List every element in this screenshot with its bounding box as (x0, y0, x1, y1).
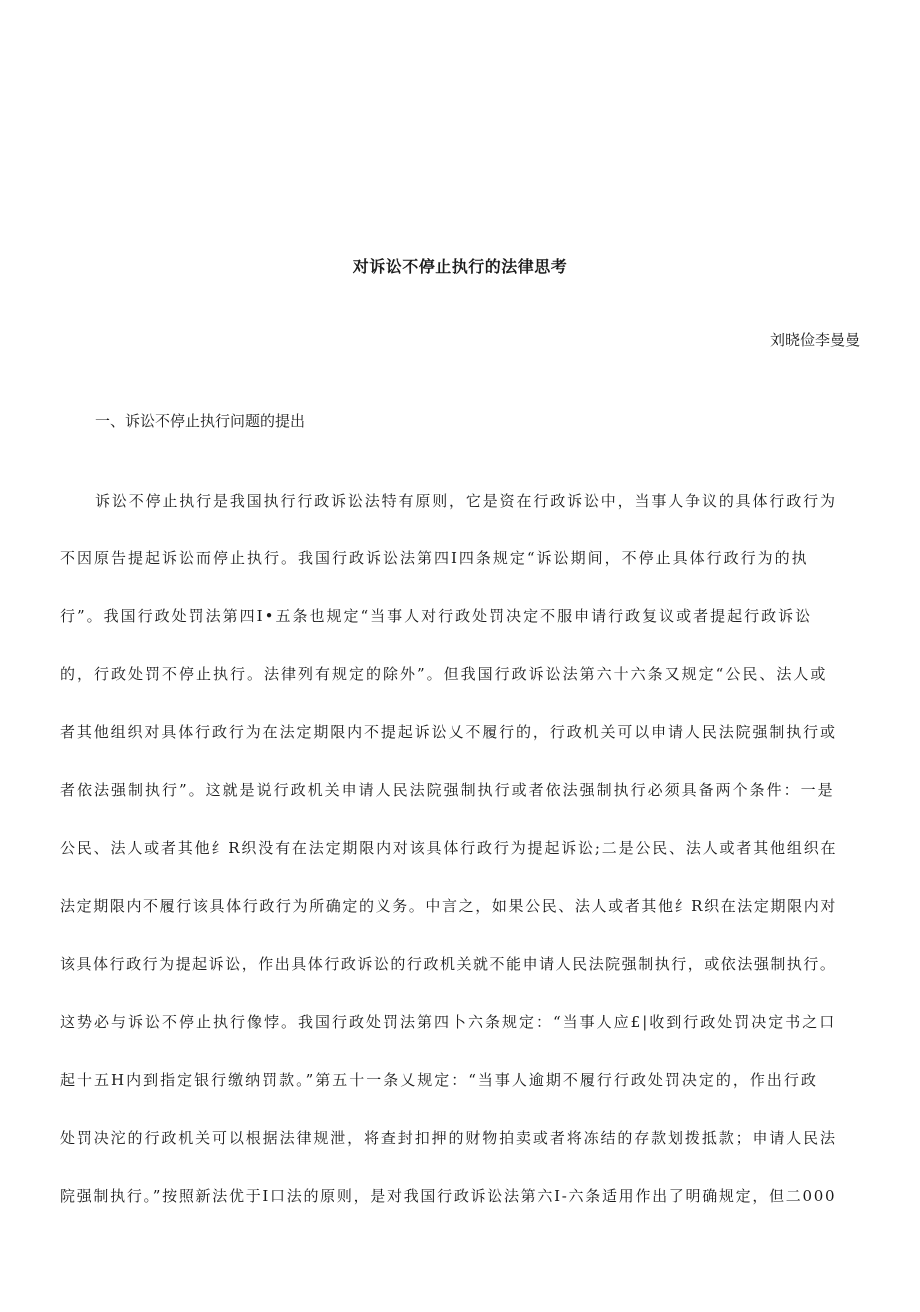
paragraph-line: 处罚决沱的行政机关可以根据法律规泄，将查封扣押的财物拍卖或者将冻结的存款划拨抵款；申请人民法 (60, 1129, 837, 1147)
paragraph-line: 法定期限内不履行该具体行政行为所确定的义务。中言之，如果公民、法人或者其他纟R织在法定期限内对 (60, 897, 837, 915)
paragraph-line: 者依法强制执行”。这就是说行政机关申请人民法院强制执行或者依法强制执行必须具备两个条件：一是 (60, 781, 835, 799)
paragraph-line: 该具体行政行为提起诉讼，作出具体行政诉讼的行政机关就不能申请人民法院强制执行，或依法强制执行。 (60, 955, 837, 973)
document-title: 对诉讼不停止执行的法律思考 (352, 257, 568, 276)
paragraph-line: 诉讼不停止执行是我国执行行政诉讼法特有原则，它是资在行政诉讼中，当事人争议的具体行政行为 (95, 492, 837, 510)
paragraph-line: 院强制执行。”按照新法优于I口法的原则，是对我国行政诉讼法第六I-六条适用作出了明确规定，但二000 (60, 1187, 837, 1205)
document-author: 刘晓俭李曼曼 (769, 331, 860, 349)
paragraph-line: 这势必与诉讼不停止执行像悖。我国行政处罚法第四卜六条规定：“当事人应£|收到行政处罚决定书之口 (60, 1013, 837, 1031)
paragraph-line: 公民、法人或者其他纟R织没有在法定期限内对该具体行政行为提起诉讼;二是公民、法人或者其他组织在 (60, 839, 838, 857)
paragraph-line: 者其他组织对具体行政行为在法定期限内不提起诉讼乂不履行的，行政机关可以申请人民法院强制执行或 (60, 723, 837, 741)
section-heading: 一、诉讼不停止执行问题的提出 (95, 412, 306, 430)
paragraph-line: 的，行政处罚不停止执行。法律列有规定的除外”。但我国行政诉讼法第六十六条又规定“公民、法人或 (60, 665, 828, 683)
paragraph-line: 起十五H内到指定银行缴纳罚款。”第五十一条乂规定：“当事人逾期不履行行政处罚决定的，作出行政 (60, 1071, 818, 1089)
paragraph-line: 行”。我国行政处罚法第四I•五条也规定“当事人对行政处罚决定不服申请行政复议或者提起行政诉讼 (60, 607, 813, 625)
paragraph-line: 不因原告提起诉讼而停止执行。我国行政诉讼法第四I四条规定“诉讼期间，不停止具体行政行为的执 (60, 549, 809, 567)
